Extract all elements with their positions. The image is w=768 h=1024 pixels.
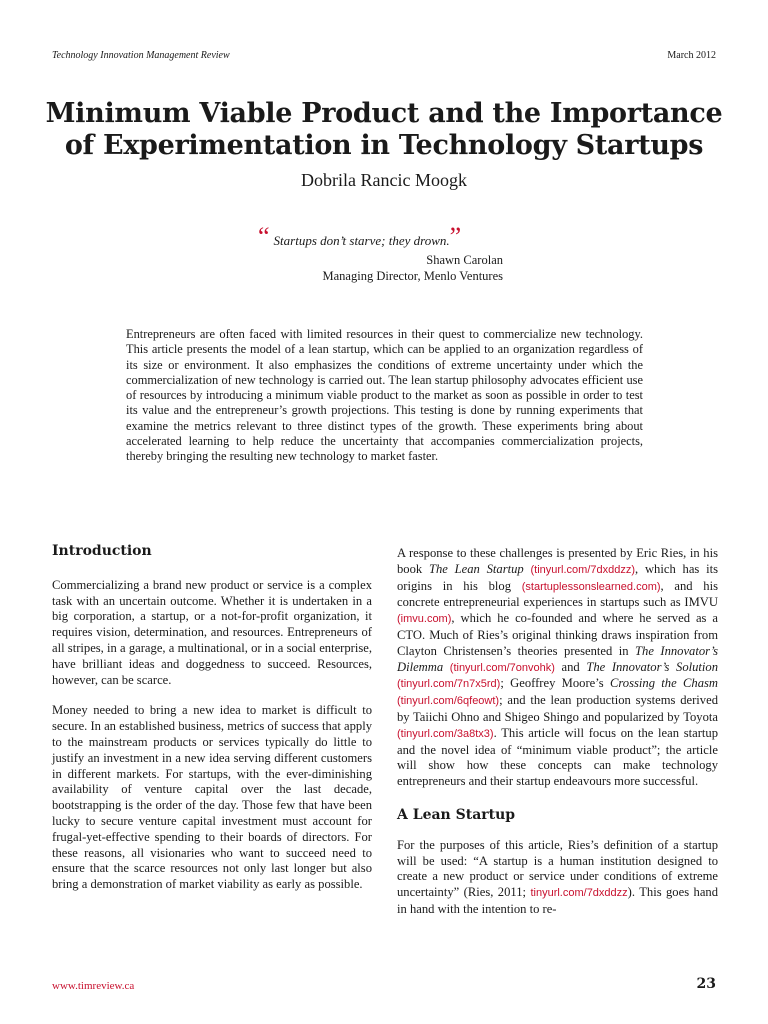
text-span: , and his concrete entrepreneurial experiences in startups such as IMVU (397, 578, 718, 610)
close-quote-mark: ” (449, 222, 462, 251)
book-title: The Lean Startup (428, 561, 524, 576)
title-line-2: of Experimentation in Technology Startups (64, 130, 704, 161)
link-innovators-dilemma[interactable]: (tinyurl.com/7onvohk) (449, 661, 555, 674)
text-span: , which he co-founded and where he served as a CTO. Much of Ries’s original thinking draws inspiration from Clayton Christensen’s theories presented in (397, 611, 718, 658)
epigraph-attribution-role: Managing Director, Menlo Ventures (322, 269, 503, 283)
epigraph-attribution-name: Shawn Carolan (426, 253, 503, 267)
open-quote-mark: “ (258, 222, 270, 251)
link-lean-startup[interactable]: (tinyurl.com/7dxddzz) (530, 563, 636, 576)
text-span: For the purposes of this article, Ries’s definition of a startup will be used: “A startup is a human institution designed to create a new product or service under conditions of extreme uncertainty” (Ries, 2011; (397, 837, 718, 900)
article-title (0, 98, 768, 162)
text-span: ; and the lean production systems derived by Taiichi Ohno and Shigeo Shingo and popularized by Toyota (397, 693, 718, 724)
section-heading-introduction: Introduction (52, 543, 152, 559)
paragraph (397, 546, 718, 790)
right-column (397, 546, 718, 933)
link-lean-startup-citation[interactable]: tinyurl.com/7dxddzz (530, 887, 628, 900)
book-title: The Innovator’s Dilemma (397, 643, 718, 674)
journal-name: Technology Innovation Management Review (52, 50, 230, 61)
abstract: Entrepreneurs are often faced with limited resources in their quest to commercialize new technology. This article presents the model of a lean startup, which can be applied to an organization regardless of its size or environment. It also emphasizes the conditions of extreme uncertainty under which the commercialization of new technology is carried out. The lean startup philosophy advocates efficient use of resources by introducing a minimum viable product to the market as soon as possible in order to test its value and the entrepreneur’s growth projections. This testing is done by running experiments that examine the metrics relevant to three distinct types of the growth. These experiments bring about accelerated learning to help reduce the uncertainty that accompanies commercialization projects, thereby bringing the resulting new technology to market faster. (126, 327, 643, 464)
text-span: . This article will focus on the lean startup and the novel idea of “minimum viable product”; the article will show how these concepts can make technology entrepreneurs and their startup endeavours more successful. (397, 725, 718, 789)
text-span: A response to these challenges is presented by Eric Ries, in his book (397, 546, 718, 576)
text-span: and (554, 659, 587, 674)
text-span: ; Geoffrey Moore’s (500, 676, 610, 691)
text-span: , which has its origins in his blog (397, 561, 718, 593)
paragraph: Money needed to bring a new idea to market is difficult to secure. In an established business, metrics of success that apply to the mainstream products or services typically do little to justify an investment in a new idea serving different customers in different markets. For startups, with the ever-diminishing availability of venture capital over the last decade, bootstrapping is the order of the day. Those few that have been lucky to secure venture capital investment must account for frugal-yet-effective spending to their boards of directors. For these reasons, all visionaries who want to succeed need to ensure that the scarce resources not only last longer but also bring a demonstration of market viability as early as possible. (52, 703, 373, 892)
issue-date: March 2012 (667, 50, 716, 61)
link-toyota[interactable]: (tinyurl.com/3a8tx3) (397, 727, 494, 740)
book-title: The Innovator’s Solution (586, 659, 719, 674)
author-name: Dobrila Rancic Moogk (301, 170, 467, 190)
left-column (52, 544, 372, 908)
epigraph (258, 222, 503, 284)
paragraph: Commercializing a brand new product or service is a complex task with an uncertain outcome. Whether it is undertaken in a big corporation, a startup, or a not-for-profit organization, it requires vision, determination, and resources. Entrepreneurs of all stripes, in a garage, a multinational, or in a social enterprise, have brilliant ideas and doggedness to succeed. Resources, however, can be scarce. (52, 577, 372, 687)
paragraph (397, 838, 718, 918)
link-innovators-solution[interactable]: (tinyurl.com/7n7x5rd) (397, 678, 501, 691)
link-blog[interactable]: (startuplessonslearned.com) (521, 580, 661, 593)
text-span: ). This goes hand in hand with the intention to re- (397, 885, 718, 916)
page-number: 23 (696, 976, 716, 992)
epigraph-text: Startups don’t starve; they drown. (273, 233, 450, 248)
book-title: Crossing the Chasm (609, 676, 718, 691)
link-imvu[interactable]: (imvu.com) (397, 613, 452, 626)
section-heading-lean-startup: A Lean Startup (397, 806, 516, 823)
website-link[interactable]: www.timreview.ca (52, 980, 135, 992)
link-crossing-the-chasm[interactable]: (tinyurl.com/6qfeowt) (397, 695, 500, 708)
title-line-1: Minimum Viable Product and the Importance (45, 98, 723, 129)
